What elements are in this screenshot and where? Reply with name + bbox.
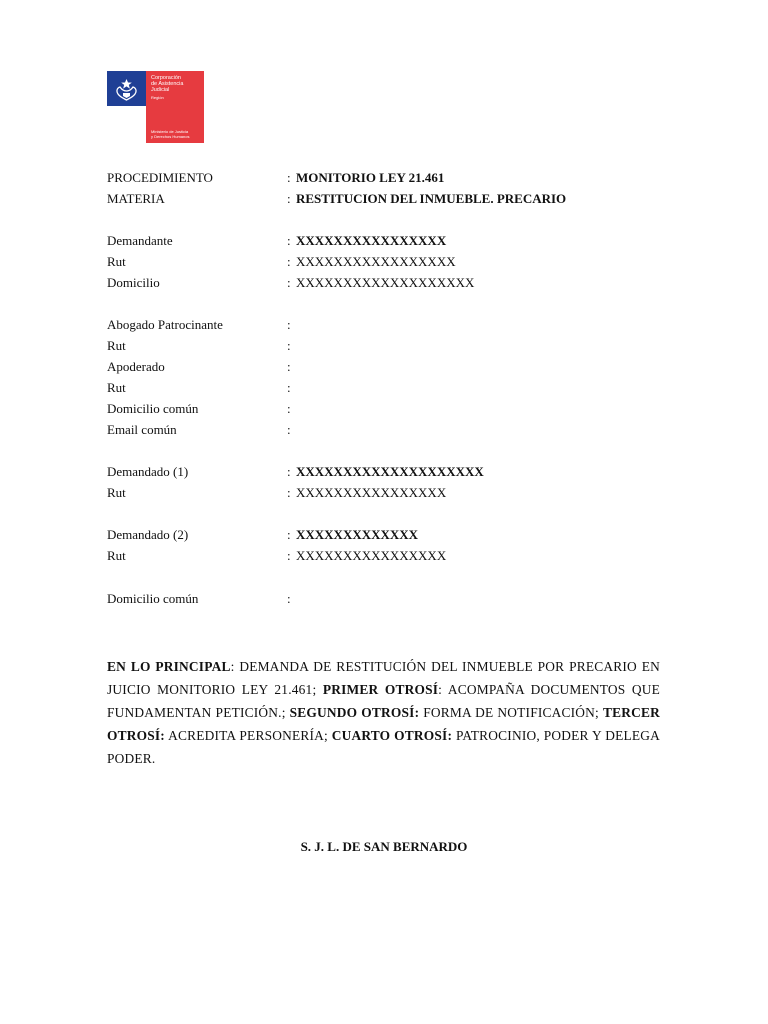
logo-org-line-1: Corporación [151, 75, 181, 81]
summary-tercer-otrosi-text: ACREDITA PERSONERÍA; [164, 728, 332, 743]
field-label: Domicilio común [107, 591, 199, 606]
logo-org-line-3: Judicial [151, 87, 170, 93]
field-value: MONITORIO LEY 21.461 [296, 170, 445, 185]
field-separator: : [287, 359, 291, 374]
summary-segundo-otrosi-text: FORMA DE NOTIFICACIÓN; [419, 705, 603, 720]
logo-ministry-line-2: y Derechos Humanos [151, 134, 190, 139]
field-label: Abogado Patrocinante [107, 317, 223, 332]
field-separator: : [287, 485, 291, 500]
field-label: Demandado (1) [107, 464, 189, 479]
field-value: XXXXXXXXXXXXXXXXXXXX [296, 464, 484, 479]
field-label: Demandante [107, 233, 173, 248]
field-label: Domicilio común [107, 401, 199, 416]
field-label: Rut [107, 548, 126, 563]
logo-red-panel [146, 71, 204, 143]
field-label: Apoderado [107, 359, 165, 374]
field-label: Rut [107, 338, 126, 353]
court-heading: S. J. L. DE SAN BERNARDO [300, 839, 468, 854]
field-separator: : [287, 233, 291, 248]
logo-ministry-line-1: Ministerio de Justicia [151, 129, 189, 134]
field-separator: : [287, 191, 291, 206]
logo-region: Región [151, 95, 164, 100]
logo-white-block [107, 106, 146, 143]
summary-cuarto-otrosi-text: PATROCINIO, PODER Y DELEGA PODER. [107, 728, 660, 766]
field-value: XXXXXXXXXXXXXXXX [296, 233, 447, 248]
crest-icon [112, 77, 141, 103]
field-label: Rut [107, 254, 126, 269]
field-separator: : [287, 422, 291, 437]
field-separator: : [287, 548, 291, 563]
field-value: XXXXXXXXXXXXXXXXXXX [296, 275, 475, 290]
summary-cuarto-otrosi-label: CUARTO OTROSÍ: [331, 728, 453, 743]
field-separator: : [287, 380, 291, 395]
field-separator: : [287, 254, 291, 269]
field-separator: : [287, 464, 291, 479]
field-separator: : [287, 591, 291, 606]
field-label: Demandado (2) [107, 527, 189, 542]
summary-principal-label: EN LO PRINCIPAL [107, 659, 231, 674]
field-label: Rut [107, 485, 126, 500]
field-separator: : [287, 338, 291, 353]
field-value: RESTITUCION DEL INMUEBLE. PRECARIO [296, 191, 567, 206]
field-value: XXXXXXXXXXXXXXXXX [296, 254, 456, 269]
field-value: XXXXXXXXXXXXXXXX [296, 485, 447, 500]
field-separator: : [287, 275, 291, 290]
field-separator: : [287, 170, 291, 185]
field-label: Domicilio [107, 275, 160, 290]
field-value: XXXXXXXXXXXXXXXX [296, 548, 447, 563]
field-separator: : [287, 317, 291, 332]
field-label: Rut [107, 380, 126, 395]
summary-segundo-otrosi-label: SEGUNDO OTROSÍ: [289, 705, 420, 720]
institution-logo [107, 71, 204, 143]
field-separator: : [287, 527, 291, 542]
summary-tercer-otrosi-label: TERCER OTROSÍ: [107, 705, 660, 743]
field-label: MATERIA [107, 191, 165, 206]
field-separator: : [287, 401, 291, 416]
document-summary [107, 655, 660, 770]
summary-primer-otrosi-text: : ACOMPAÑA DOCUMENTOS QUE FUNDAMENTAN PETICIÓN.; [107, 682, 661, 720]
field-label: PROCEDIMIENTO [107, 170, 213, 185]
logo-org-line-2: de Asistencia [151, 81, 184, 87]
summary-primer-otrosi-label: PRIMER OTROSÍ [322, 682, 439, 697]
summary-principal-text: : DEMANDA DE RESTITUCIÓN DEL INMUEBLE POR PRECARIO EN JUICIO MONITORIO LEY 21.461; [107, 659, 660, 697]
field-value: XXXXXXXXXXXXX [296, 527, 419, 542]
field-label: Email común [107, 422, 177, 437]
